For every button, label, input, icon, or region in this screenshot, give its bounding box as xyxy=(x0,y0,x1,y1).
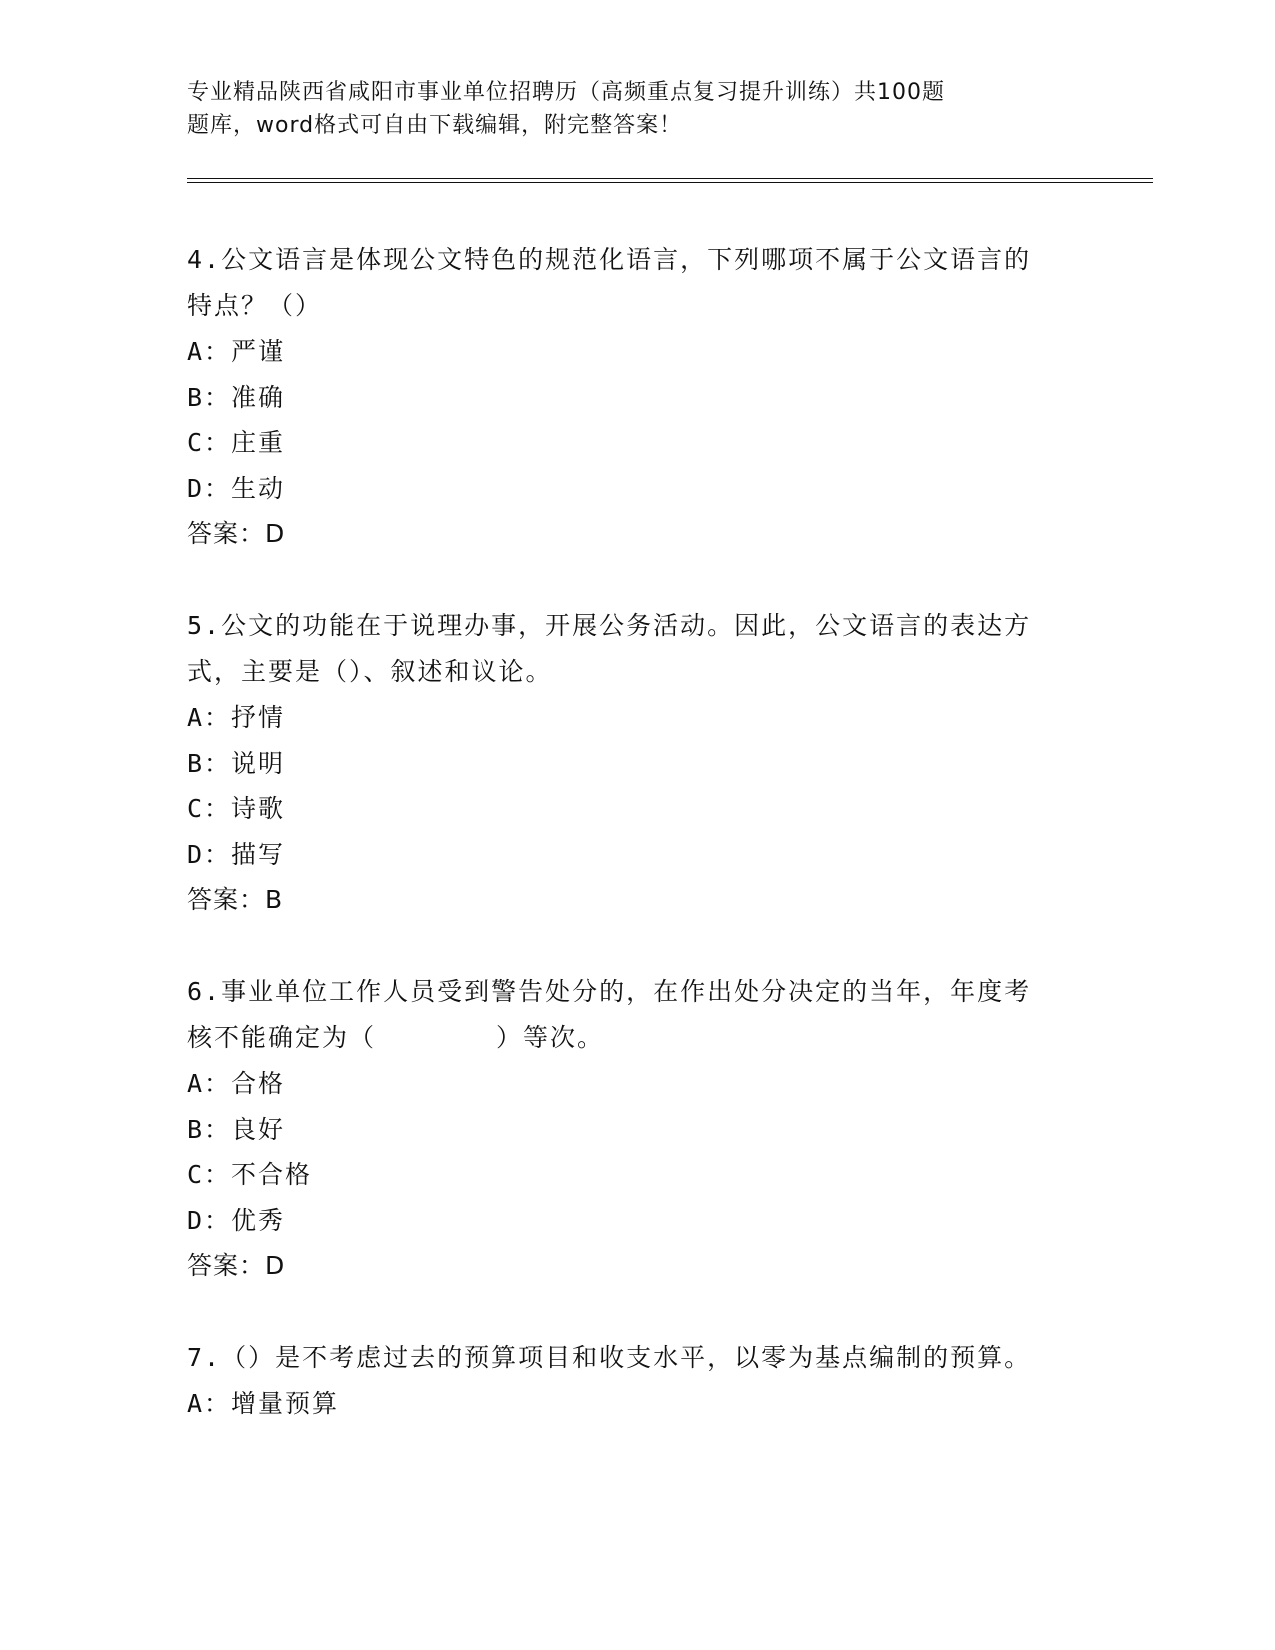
option-a: A：增量预算 xyxy=(187,1389,340,1418)
question-stem xyxy=(187,969,1057,1061)
option-b: B：说明 xyxy=(187,748,286,778)
question-list xyxy=(187,237,1147,1473)
document-header xyxy=(187,76,1007,142)
header-line-2: 题库，word格式可自由下载编辑，附完整答案！ xyxy=(187,113,683,138)
option-list xyxy=(187,1381,1147,1427)
option-d: D：生动 xyxy=(187,473,286,503)
option-d: D：优秀 xyxy=(187,1205,286,1235)
option-list xyxy=(187,1061,1147,1243)
question-stem: 7.（）是不考虑过去的预算项目和收支水平，以零为基点编制的预算。 xyxy=(187,1343,1032,1372)
option-c: C：诗歌 xyxy=(187,794,286,823)
option-c: C：不合格 xyxy=(187,1160,313,1189)
stem-text-after-blank: ）等次。 xyxy=(496,1023,605,1052)
header-divider xyxy=(187,178,1153,183)
answer-key: 答案：B xyxy=(187,885,284,914)
question-4 xyxy=(187,237,1147,557)
answer-key: 答案：D xyxy=(187,1251,286,1280)
option-d: D：描写 xyxy=(187,839,286,869)
option-b: B：良好 xyxy=(187,1114,286,1144)
option-list xyxy=(187,695,1147,877)
option-a: A：严谨 xyxy=(187,337,286,366)
stem-text-before-blank: 6.事业单位工作人员受到警告处分的，在作出处分决定的当年，年度考核不能确定为（ xyxy=(187,977,1032,1052)
option-a: A：合格 xyxy=(187,1069,286,1098)
option-b: B：准确 xyxy=(187,382,286,412)
option-list xyxy=(187,329,1147,511)
question-7 xyxy=(187,1335,1147,1427)
answer-key: 答案：D xyxy=(187,519,286,548)
header-line-1: 专业精品陕西省咸阳市事业单位招聘历（高频重点复习提升训练）共100题 xyxy=(187,80,945,105)
question-6 xyxy=(187,969,1147,1289)
option-c: C：庄重 xyxy=(187,428,286,457)
question-5 xyxy=(187,603,1147,923)
question-stem: 5.公文的功能在于说理办事，开展公务活动。因此，公文语言的表达方式，主要是（）、叙述和议论。 xyxy=(187,611,1032,686)
option-a: A：抒情 xyxy=(187,703,286,732)
question-stem: 4.公文语言是体现公文特色的规范化语言，下列哪项不属于公文语言的特点？（） xyxy=(187,245,1032,320)
